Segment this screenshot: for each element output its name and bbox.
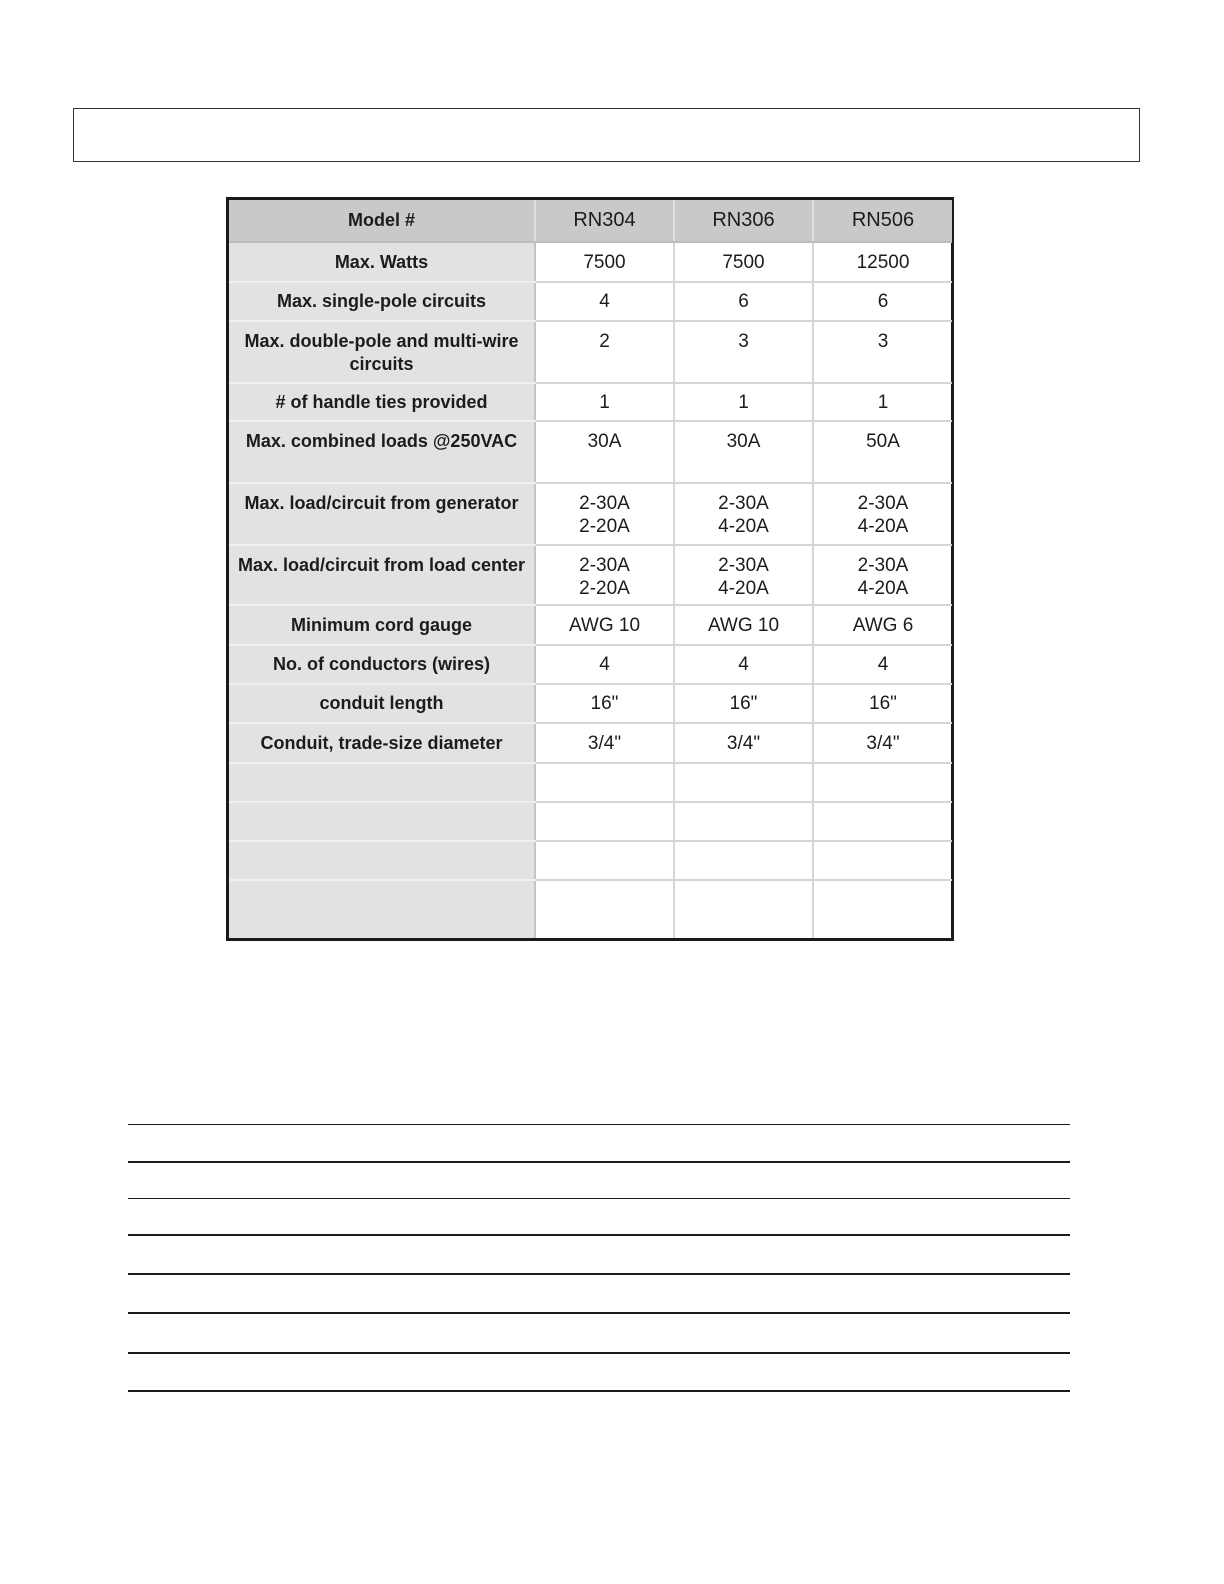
empty-cell bbox=[813, 841, 952, 880]
empty-cell bbox=[535, 880, 674, 938]
cell-value: 7500 bbox=[535, 242, 674, 282]
header-rn506: RN506 bbox=[813, 200, 952, 242]
table-header-row bbox=[229, 200, 952, 242]
empty-label-cell bbox=[229, 880, 535, 938]
cell-value: 3/4" bbox=[674, 723, 813, 763]
row-label: conduit length bbox=[229, 684, 535, 723]
cell-value: 3/4" bbox=[813, 723, 952, 763]
empty-cell bbox=[535, 802, 674, 841]
cell-value: 2-30A 2-20A bbox=[535, 483, 674, 545]
cell-value: 6 bbox=[674, 282, 813, 321]
empty-label-cell bbox=[229, 763, 535, 802]
row-label: Conduit, trade-size diameter bbox=[229, 723, 535, 763]
cell-value: 3 bbox=[813, 321, 952, 383]
writing-line bbox=[128, 1390, 1070, 1392]
empty-table-row bbox=[229, 802, 952, 841]
table-row bbox=[229, 483, 952, 545]
table-row bbox=[229, 723, 952, 763]
cell-value: 12500 bbox=[813, 242, 952, 282]
cell-value: 30A bbox=[535, 421, 674, 483]
table-row bbox=[229, 242, 952, 282]
empty-label-cell bbox=[229, 841, 535, 880]
row-label: Max. load/circuit from generator bbox=[229, 483, 535, 545]
empty-cell bbox=[674, 763, 813, 802]
cell-value: 2-30A 4-20A bbox=[674, 483, 813, 545]
row-label: Max. double-pole and multi-wire circuits bbox=[229, 321, 535, 383]
writing-line bbox=[128, 1273, 1070, 1275]
cell-value: 4 bbox=[535, 645, 674, 684]
empty-cell bbox=[674, 802, 813, 841]
empty-table-row bbox=[229, 763, 952, 802]
writing-line bbox=[128, 1352, 1070, 1354]
title-box bbox=[73, 108, 1140, 162]
cell-value: 2 bbox=[535, 321, 674, 383]
cell-value: AWG 10 bbox=[535, 605, 674, 645]
empty-cell bbox=[674, 841, 813, 880]
table-row bbox=[229, 421, 952, 483]
table-row bbox=[229, 383, 952, 421]
cell-value: 2-30A 4-20A bbox=[813, 483, 952, 545]
cell-value: AWG 6 bbox=[813, 605, 952, 645]
writing-line bbox=[128, 1124, 1070, 1125]
cell-value: 16" bbox=[813, 684, 952, 723]
cell-value: 30A bbox=[674, 421, 813, 483]
cell-value: 1 bbox=[674, 383, 813, 421]
row-label: Max. load/circuit from load center bbox=[229, 545, 535, 605]
header-rn306: RN306 bbox=[674, 200, 813, 242]
writing-line bbox=[128, 1198, 1070, 1199]
empty-cell bbox=[813, 802, 952, 841]
cell-value: 3 bbox=[674, 321, 813, 383]
specifications-table bbox=[226, 197, 954, 941]
row-label: Max. Watts bbox=[229, 242, 535, 282]
empty-table-row bbox=[229, 880, 952, 938]
row-label: Max. combined loads @250VAC bbox=[229, 421, 535, 483]
cell-value: 50A bbox=[813, 421, 952, 483]
empty-cell bbox=[535, 763, 674, 802]
cell-value: 2-30A 4-20A bbox=[674, 545, 813, 605]
writing-line bbox=[128, 1312, 1070, 1314]
row-label: Max. single-pole circuits bbox=[229, 282, 535, 321]
empty-cell bbox=[813, 763, 952, 802]
cell-value: 4 bbox=[674, 645, 813, 684]
cell-value: 2-30A 4-20A bbox=[813, 545, 952, 605]
cell-value: 7500 bbox=[674, 242, 813, 282]
row-label: # of handle ties provided bbox=[229, 383, 535, 421]
table-row bbox=[229, 282, 952, 321]
table-row bbox=[229, 684, 952, 723]
table-row bbox=[229, 321, 952, 383]
cell-value: 6 bbox=[813, 282, 952, 321]
empty-table-row bbox=[229, 841, 952, 880]
header-rn304: RN304 bbox=[535, 200, 674, 242]
empty-cell bbox=[535, 841, 674, 880]
cell-value: 3/4" bbox=[535, 723, 674, 763]
row-label: Minimum cord gauge bbox=[229, 605, 535, 645]
empty-cell bbox=[674, 880, 813, 938]
empty-cell bbox=[813, 880, 952, 938]
cell-value: 2-30A 2-20A bbox=[535, 545, 674, 605]
table-row bbox=[229, 545, 952, 605]
writing-line bbox=[128, 1234, 1070, 1236]
cell-value: 4 bbox=[535, 282, 674, 321]
empty-label-cell bbox=[229, 802, 535, 841]
cell-value: 16" bbox=[674, 684, 813, 723]
cell-value: 1 bbox=[813, 383, 952, 421]
cell-value: AWG 10 bbox=[674, 605, 813, 645]
table-row bbox=[229, 605, 952, 645]
cell-value: 4 bbox=[813, 645, 952, 684]
cell-value: 16" bbox=[535, 684, 674, 723]
row-label: No. of conductors (wires) bbox=[229, 645, 535, 684]
cell-value: 1 bbox=[535, 383, 674, 421]
writing-line bbox=[128, 1161, 1070, 1163]
header-model: Model # bbox=[229, 200, 535, 242]
table-row bbox=[229, 645, 952, 684]
